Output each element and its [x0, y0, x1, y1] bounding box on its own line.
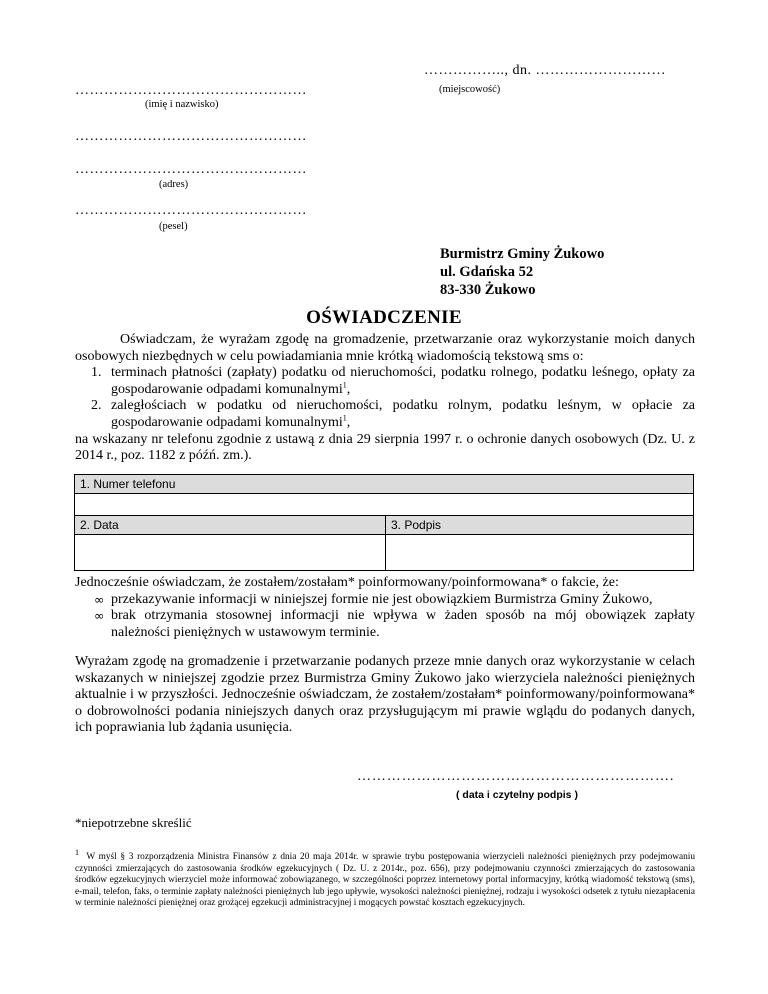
signature-input[interactable]: [386, 535, 694, 571]
phone-date-signature-form: [74, 474, 694, 571]
notice-section: [75, 575, 695, 641]
date-input[interactable]: [75, 535, 386, 571]
recipient-line-3: 83-330 Żukowo: [440, 282, 536, 298]
declaration-section: [75, 332, 695, 465]
notice-bullet-1-text: przekazywanie informacji w niniejszej formie nie jest obowiązkiem Burmistrza Gminy Żukowo,: [111, 591, 653, 607]
notice-bullet-1: [75, 592, 695, 609]
item-1-footnote-ref[interactable]: 1: [342, 380, 347, 390]
recipient-address: [440, 245, 604, 299]
item-2-suffix: ,: [346, 414, 351, 430]
declaration-outro: na wskazany nr telefonu zgodnie z ustawą z dnia 29 sierpnia 1997 r. o ochronie danych osobowych (Dz. U. z 2014 r., poz. 1182 z późń. zm.).: [75, 431, 695, 464]
item-1-marker: 1.: [91, 365, 102, 381]
name-caption: (imię i nazwisko): [145, 99, 219, 110]
phone-label-cell: [75, 475, 694, 494]
strike-note: *niepotrzebne skreślić: [75, 815, 192, 830]
address-caption: (adres): [159, 179, 189, 190]
phone-number-input[interactable]: [75, 494, 694, 516]
address-field-2[interactable]: …………………………………………: [75, 162, 307, 177]
consent-paragraph: Wyrażam zgodę na gromadzenie i przetwarzanie podanych przeze mnie danych oraz wykorzystanie w celach wskazanych w niniejszej zgodzie przez Burmistrza Gminy Żukowo jako wierzyciela należności pieniężnych aktualnie i w przyszłości. Jednocześnie oświadczam, że zostałem/zostałam* poinformowany/poinformowana* o dobrowolności podania niniejszych danych oraz przysługującym mi prawie wglądu do podanych danych, ich poprawiania lub żądania usunięcia.: [75, 654, 695, 736]
document-title: OŚWIADCZENIE: [306, 307, 462, 328]
notice-bullet-2: [75, 608, 695, 641]
signature-line[interactable]: ……………………………………………………….: [357, 769, 675, 784]
recipient-line-2: ul. Gdańska 52: [440, 264, 534, 280]
place-caption: (miejscowość): [439, 84, 501, 95]
pesel-caption: (pesel): [159, 221, 188, 232]
date-label-cell: [75, 516, 386, 535]
place-date-line[interactable]: …………….., dn. ………………………: [424, 63, 666, 78]
item-1-text: terminach płatności (zapłaty) podatku od nieruchomości, podatku rolnego, podatku leśnego, opłaty za gospodarowanie odpadami komunalnymi: [111, 365, 695, 397]
item-2-marker: 2.: [91, 398, 102, 414]
declaration-item-2: [75, 398, 695, 431]
declaration-intro: Oświadczam, że wyrażam zgodę na gromadzenie, przetwarzanie oraz wykorzystanie moich danych osobowych niezbędnych w celu powiadamiania mnie krótką wiadomością tekstową sms o:: [75, 332, 695, 364]
item-2-text: zaległościach w podatku od nieruchomości, podatku rolnym, podatku leśnym, w opłacie za gospodarowanie odpadami komunalnymi: [111, 398, 695, 430]
notice-bullet-2-text: brak otrzymania stosownej informacji nie wpływa w żaden sposób na mój obowiązek zapłaty należności pieniężnych w ustawowym terminie.: [111, 608, 695, 640]
address-field-1[interactable]: …………………………………………: [75, 129, 307, 144]
footnote-text: W myśl § 3 rozporządzenia Ministra Finansów z dnia 20 maja 2014r. w sprawie trybu postępowania wierzycieli należności pieniężnych przy podejmowaniu czynności zmierzających do zastosowania środków egzekucyjnych ( Dz. U. z 2014r., poz. 656), przy podejmowaniu czynności zmierzających do zastosowania środków egzekucyjnych wierzyciel może informować zobowiązanego, w szczególności poprzez internetowy portal informacyjny, krótką wiadomość tekstową (sms), e-mail, telefon, faks, o terminie zapłaty należności pieniężnych lub jego upływie, wysokości należności pieniężnej, rodzaju i wysokości odsetek z tytułu niezapłacenia w terminie należności pieniężnej oraz grożącej egzekucji administracyjnej i mogących powstać kosztach egzekucyjnych.: [75, 852, 695, 908]
footnote: [75, 847, 695, 910]
name-field[interactable]: …………………………………………: [75, 83, 307, 98]
pesel-field[interactable]: …………………………………………: [75, 203, 307, 218]
signature-label-cell: [386, 516, 694, 535]
recipient-line-1: Burmistrz Gminy Żukowo: [440, 246, 605, 262]
notice-intro: Jednocześnie oświadczam, że zostałem/zostałam* poinformowany/poinformowana* o fakcie, że:: [75, 575, 619, 590]
signature-caption: ( data i czytelny podpis ): [456, 789, 578, 801]
declaration-item-1: [75, 365, 695, 398]
infinity-bullet-icon: ∞: [94, 591, 105, 607]
signature-label: 3. Podpis: [391, 518, 442, 532]
infinity-bullet-icon: ∞: [94, 608, 105, 624]
footnote-marker: 1: [75, 847, 79, 857]
phone-label: 1. Numer telefonu: [80, 477, 176, 491]
item-1-suffix: ,: [346, 381, 351, 397]
date-label: 2. Data: [80, 518, 119, 532]
item-2-footnote-ref[interactable]: 1: [342, 413, 347, 423]
